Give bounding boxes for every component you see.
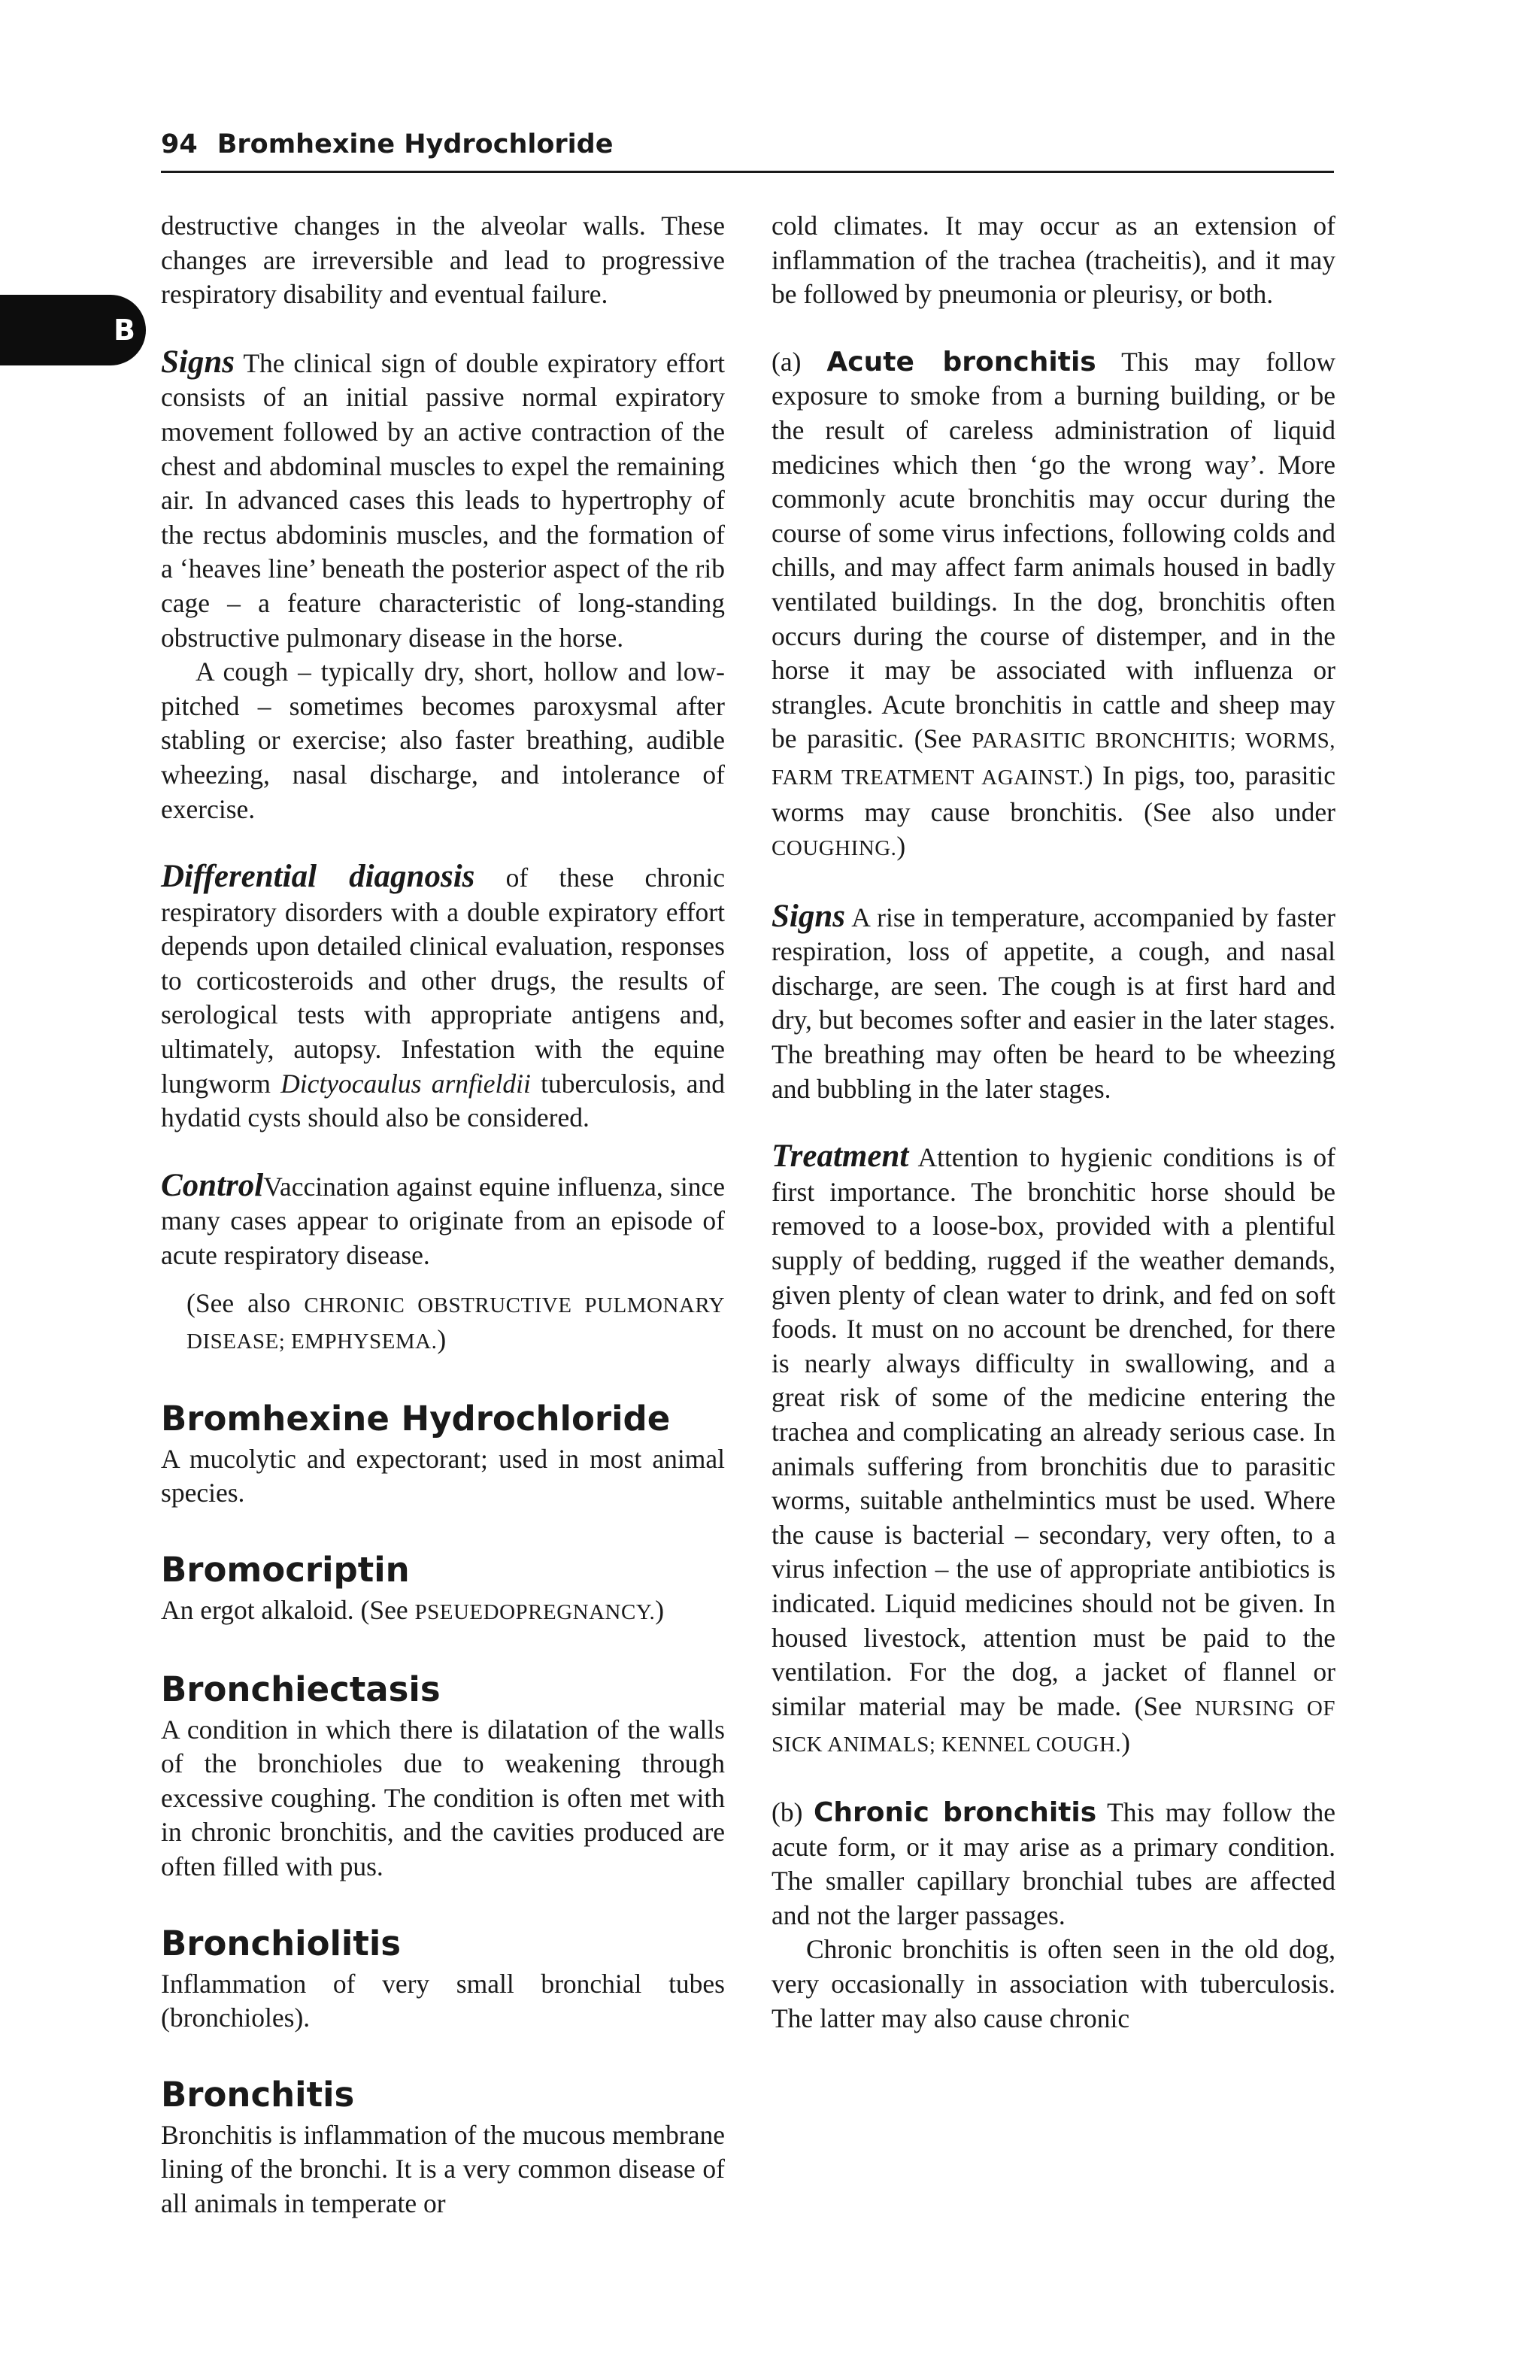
entry-title-bronchitis: Bronchitis <box>161 2074 355 2115</box>
entry-text-bromhexine: A mucolytic and expectorant; used in most animal species. <box>161 1443 725 1508</box>
see-also-links: CHRONIC OBSTRUCTIVE PULMONARY DISEASE; EMPHYSEMA. <box>186 1293 726 1354</box>
control-paragraph <box>161 1169 725 1273</box>
cough-paragraph: A cough – typically dry, short, hollow and low-pitched – sometimes becomes paroxysmal after stabling or exercise; also faster breathing, audible wheezing, nasal discharge, and intolerance of exercise. <box>161 656 725 824</box>
acute-bronchitis-heading: Acute bronchitis <box>826 346 1096 377</box>
entry-title-bromocriptin: Bromocriptin <box>161 1550 410 1590</box>
acute-bronchitis-paragraph: (a) Acute bronchitis This may follow exposure to smoke from a burning building, or be the result of careless administration of liquid medicines which then ‘go the wrong way’. More commonly acute bronchitis may occur during the course of some virus infections, following colds and chills, and may affect farm animals housed in badly ventilated buildings. In the dog, bronchitis often occurs during the course of distemper, and in the horse it may be associated with influenza or strangles. Acute bronchitis in cattle and sheep may be parasitic. (See PARASITIC BRONCHITIS; WORMS, FARM TREATMENT AGAINST.) In pigs, too, parasitic worms may cause bronchitis. (See also under COUGHING.) <box>772 346 1336 862</box>
entry-text-bromocriptin: An ergot alkaloid. (See PSEUEDOPREGNANCY.) <box>161 1595 665 1625</box>
entry-title-bromhexine: Bromhexine Hydrochloride <box>161 1398 671 1439</box>
paragraph-continued-right: cold climates. It may occur as an extension of inflammation of the trachea (tracheitis), and it may be followed by pneumonia or pleurisy, or both. <box>772 211 1335 310</box>
chronic-bronchitis-paragraph: (b) Chronic bronchitis This may follow the acute form, or it may arise as a primary condition. The smaller capillary bronchial tubes are affected and not the larger passages. <box>772 1796 1335 1930</box>
entry-text-bronchiolitis: Inflammation of very small bronchial tubes (bronchioles). <box>161 1968 725 2033</box>
bromocriptin-reference: PSEUEDOPREGNANCY. <box>414 1600 656 1624</box>
signs-heading-right: Signs <box>772 898 846 934</box>
signs-text-right: A rise in temperature, accompanied by faster respiration, loss of appetite, a cough, and nasal discharge, are seen. The cough is at first hard and dry, but becomes softer and easier in the later stages. The breathing may often be heard to be wheezing and bubbling in the later stages. <box>772 902 1335 1104</box>
treatment-text: Attention to hygienic conditions is of first importance. The bronchitic horse should be removed to a loose-box, provided with a plentiful supply of bedding, rugged if the weather demands, given plenty of clean water to drink, and fed on soft foods. It must on no account be drenched, for there is nearly always difficulty in swallowing, and a great risk of some of the medicine entering the trachea and complicating an already serious case. In animals suffering from bronchitis due to parasitic worms, suitable anthelmintics must be used. Where the cause is bacterial – secondary, very often, to a virus infection – the use of appropriate antibiotics is indicated. Liquid medicines should not be given. In housed livestock, attention must be paid to the ventilation. For the dog, a jacket of flannel or similar material may be made. (See <box>772 1142 1335 1721</box>
running-head <box>161 128 1334 161</box>
differential-text-a: of these chronic respiratory disorders with a double expiratory effort depends upon detailed clinical evaluation, responses to corticosteroids and other drugs, the results of serological tests with appropriate antigens and, ultimately, autopsy. Infestation with the equine lungworm <box>161 863 725 1099</box>
control-text: Vaccination against equine influenza, since many cases appear to originate from an episode of acute respiratory disease. <box>161 1171 725 1271</box>
entry-text-bronchiectasis: A condition in which there is dilatation of the walls of the bronchioles due to weakening through excessive coughing. The condition is often met with in chronic bronchitis, and the cavities produced are often filled with pus. <box>161 1714 725 1881</box>
acute-bronchitis-reference: PARASITIC BRONCHITIS; WORMS, FARM TREATMENT AGAINST. <box>772 729 1335 790</box>
chronic-bronchitis-heading: Chronic bronchitis <box>813 1796 1097 1828</box>
chronic-bronchitis-text: This may follow the acute form, or it may arise as a primary condition. The smaller capillary bronchial tubes are affected and not the larger passages. <box>772 1796 1335 1930</box>
acute-bronchitis-text: This may follow exposure to smoke from a burning building, or be the result of careless administration of liquid medicines which then ‘go the wrong way’. More commonly acute bronchitis may occur during the course of some virus infections, following colds and chills, and may affect farm animals housed in badly ventilated buildings. In the dog, bronchitis often occurs during the course of distemper, and in the horse it may be associated with influenza or strangles. Acute bronchitis in cattle and sheep may be parasitic. (See <box>772 346 1336 754</box>
entry-title-bronchiectasis: Bronchiectasis <box>161 1669 441 1709</box>
entry-text-bronchitis: Bronchitis is inflammation of the mucous membrane lining of the bronchi. It is a very common disease of all animals in temperate or <box>161 2119 725 2218</box>
signs-paragraph <box>161 345 725 655</box>
chronic-bronchitis-paragraph-2: Chronic bronchitis is often seen in the old dog, very occasionally in association with tuberculosis. The latter may also cause chronic <box>772 1934 1335 2033</box>
control-heading: Control <box>161 1167 264 1203</box>
running-head-title: Bromhexine Hydrochloride <box>217 129 614 159</box>
see-also-reference: (See also CHRONIC OBSTRUCTIVE PULMONARY DISEASE; EMPHYSEMA.) <box>186 1287 726 1355</box>
coughing-reference: COUGHING. <box>772 836 897 861</box>
signs-paragraph-right <box>772 899 1335 1107</box>
right-column <box>772 209 1335 2036</box>
entry-title-bronchiolitis: Bronchiolitis <box>161 1923 402 1963</box>
lungworm-species: Dictyocaulus arnfieldii <box>280 1068 531 1099</box>
treatment-heading: Treatment <box>772 1138 909 1175</box>
treatment-paragraph: Treatment Attention to hygienic conditions is of first importance. The bronchitic horse should be removed to a loose-box, provided with a plentiful supply of bedding, rugged if the weather demands, given plenty of clean water to drink, and fed on soft foods. It must on no account be drenched, for there is nearly always difficulty in swallowing, and a great risk of some of the medicine entering the trachea and complicating an already serious case. In animals suffering from bronchitis due to parasitic worms, suitable anthelmintics must be used. Where the cause is bacterial – secondary, very often, to a virus infection – the use of appropriate antibiotics is indicated. Liquid medicines should not be given. In housed livestock, attention must be paid to the ventilation. For the dog, a jacket of flannel or similar material may be made. (See NURSING OF SICK ANIMALS; KENNEL COUGH.) <box>772 1138 1335 1758</box>
differential-paragraph <box>161 860 725 1135</box>
differential-text-b: tuberculosis, and hydatid cysts should also be considered. <box>161 1068 726 1133</box>
signs-text: The clinical sign of double expiratory effort consists of an initial passive normal expiratory movement followed by an active contraction of the chest and abdominal muscles to expel the remaining air. In advanced cases this leads to hypertrophy of the rectus abdominis muscles, and the formation of a ‘heaves line’ beneath the posterior aspect of the rib cage – a feature characteristic of long-standing obstructive pulmonary disease in the horse. <box>161 347 726 653</box>
thumb-index-tab: B <box>0 295 146 365</box>
signs-heading: Signs <box>161 344 235 380</box>
left-column <box>161 209 725 2221</box>
page-number: 94 <box>161 129 198 159</box>
differential-heading: Differential diagnosis <box>161 859 475 895</box>
header-rule <box>161 171 1334 173</box>
paragraph-continued: destructive changes in the alveolar walls. These changes are irreversible and lead to progressive respiratory disability and eventual failure. <box>161 211 725 310</box>
treatment-reference: NURSING OF SICK ANIMALS; KENNEL COUGH. <box>772 1696 1335 1757</box>
